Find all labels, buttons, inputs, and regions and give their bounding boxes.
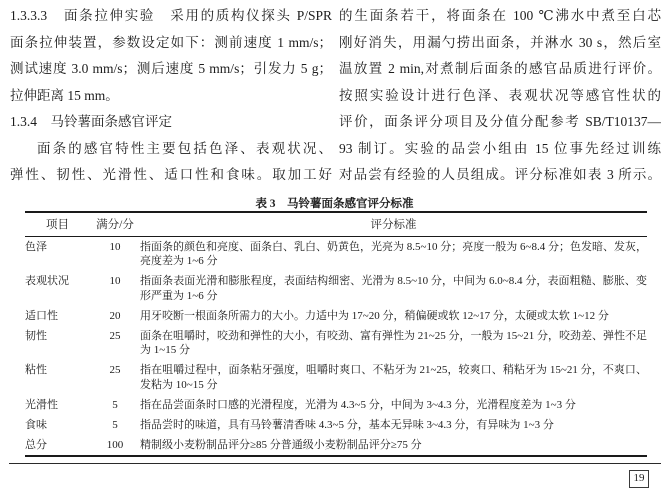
text-line: 弹性、韧性、光滑性、适口性和食味。取加工好: [10, 167, 332, 182]
text-line: 测试速度 3.0 mm/s；测后速度 5 mm/s；引发力 5 g；: [10, 61, 332, 76]
text-line: 面条的感官特性主要包括色泽、表观状况、: [37, 140, 332, 156]
text-column-right: [339, 3, 661, 189]
table-row: [25, 306, 647, 326]
section-heading: 1.3.4 马铃薯面条感官评定: [10, 114, 172, 129]
score-cell: 5: [112, 398, 118, 411]
item-cell: 食味: [25, 418, 47, 431]
criteria-cell: 用牙咬断一根面条所需力的大小。力适中为 17~20 分，稍偏硬或软 12~17 分，太硬或太软 1~12 分: [140, 309, 609, 322]
criteria-cell: 精制级小麦粉制品评分≥85 分普通级小麦粉制品评分≥75 分: [140, 438, 422, 451]
text-line: 按照实验设计进行色泽、表观状况等感官性状的: [339, 87, 661, 103]
score-cell: 10: [109, 240, 121, 253]
item-cell: 韧性: [25, 329, 47, 342]
item-cell: 粘性: [25, 364, 47, 376]
criteria-cell: 指在咀嚼过程中，面条粘牙强度，咀嚼时爽口、不粘牙为 21~25，较爽口、稍粘牙为 15~21 分，不爽口、发粘为 10~15 分: [140, 364, 647, 391]
text-column-left: [10, 3, 332, 189]
text-line: 的生面条若干，将面条在 100 ℃沸水中煮至白芯: [339, 8, 661, 23]
item-cell: 适口性: [25, 309, 58, 322]
text-line: 评价，面条评分项目及分值分配参考 SB/T10137—: [339, 114, 661, 129]
item-cell: 光滑性: [25, 398, 58, 411]
score-cell: 10: [109, 275, 121, 287]
sensory-scoring-table: [25, 211, 647, 457]
score-cell: 20: [109, 309, 121, 322]
text-line: 1.3.3.3 面条拉伸实验 采用的质构仪探头 P/SPR: [10, 8, 332, 23]
table-row: [25, 435, 647, 456]
text-line: 对品尝有经验的人员组成。评分标准如表 3 所示。: [339, 167, 661, 182]
item-cell: 色泽: [25, 240, 47, 253]
text-line: 温放置 2 min,对煮制后面条的感官品质进行评价。: [339, 61, 661, 76]
col-header-criteria: 评分标准: [140, 212, 647, 237]
table-header-row: [25, 212, 647, 237]
text-line: 面条拉伸装置，参数设定如下：测前速度 1 mm/s；: [10, 34, 332, 50]
text-line: 刚好消失，用漏勺捞出面条，并淋水 30 s，然后室: [339, 34, 661, 50]
criteria-cell: 指在品尝面条时口感的光滑程度，光滑为 4.3~5 分，中间为 3~4.3 分，光滑程度差为 1~3 分: [140, 398, 576, 411]
score-cell: 25: [109, 364, 121, 376]
criteria-cell: 指面条的颜色和亮度、面条白、乳白、奶黄色，光亮为 8.5~10 分；亮度一般为 6~8.4 分；色发暗、发灰，亮度差为 1~6 分: [140, 240, 647, 267]
score-cell: 5: [112, 418, 118, 431]
criteria-cell: 面条在咀嚼时，咬劲和弹性的大小，有咬劲、富有弹性为 21~25 分，一般为 15~21 分，咬劲差、弹性不足为 1~15 分: [140, 329, 647, 356]
score-cell: 100: [106, 438, 124, 451]
page-number: 19: [629, 470, 649, 488]
table-row: [25, 326, 647, 361]
table-row: [25, 415, 647, 435]
text-line: 93 制订。实验的品尝小组由 15 位事先经过训练: [339, 140, 661, 156]
table-caption: 表 3 马铃薯面条感官评分标准: [255, 198, 414, 210]
item-cell: 总分: [25, 438, 47, 451]
table-row: [25, 237, 647, 272]
table-row: [25, 395, 647, 415]
table-row: [25, 361, 647, 396]
table-row: [25, 272, 647, 307]
text-line: 拉伸距离 15 mm。: [10, 87, 119, 103]
col-header-score: 满分/分: [90, 212, 140, 237]
item-cell: 表观状况: [25, 275, 69, 287]
footer-divider: [9, 463, 661, 464]
criteria-cell: 指品尝时的味道，具有马铃薯清香味 4.3~5 分，基本无异味 3~4.3 分，有异味为 1~3 分: [140, 418, 554, 431]
criteria-cell: 指面条表面光滑和膨胀程度，表面结构细密、光滑为 8.5~10 分，中间为 6.0~8.4 分，表面粗糙、膨胀、变形严重为 1~6 分: [140, 275, 647, 302]
score-cell: 25: [109, 329, 121, 342]
col-header-item: 项目: [25, 212, 90, 237]
